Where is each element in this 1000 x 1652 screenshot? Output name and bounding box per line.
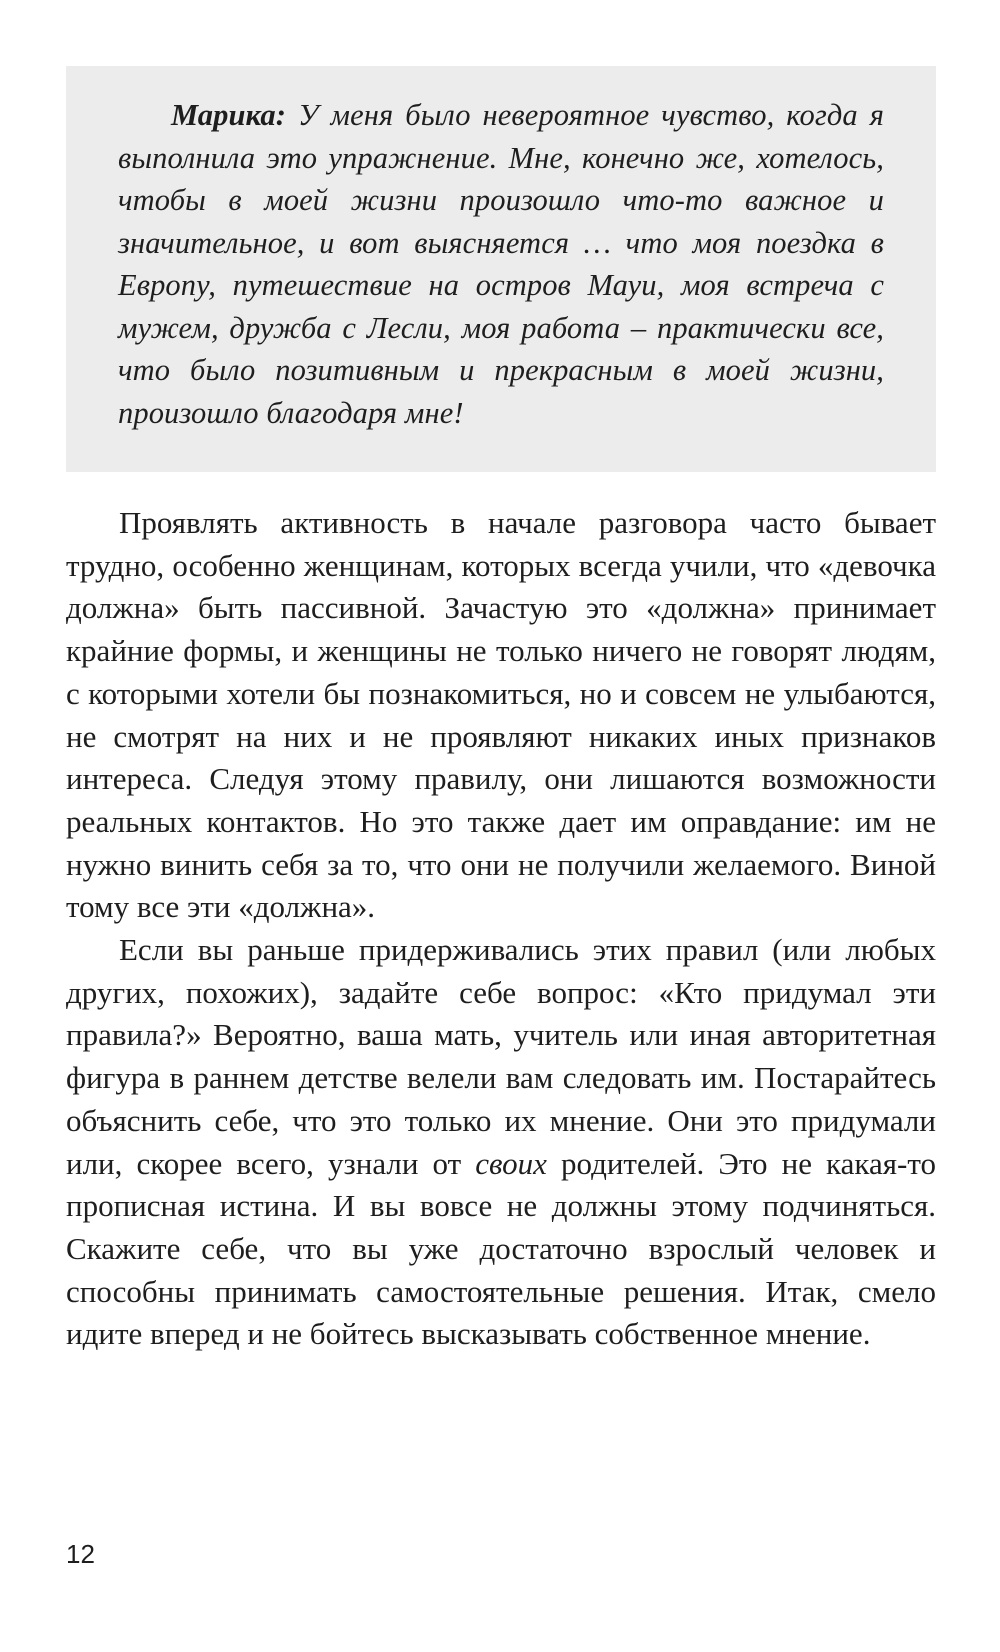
paragraph-2 xyxy=(66,929,936,1356)
quote-paragraph xyxy=(118,94,884,434)
paragraph-2-part-1: Если вы раньше придерживались этих правил (или любых других, похожих), задайте себе вопрос: «Кто придумал эти правила?» Вероятно, ваша мать, учитель или иная авторитетная фигура в раннем детстве велели вам следовать им. Постарайтесь объяснить себе, что это только их мнение. Они это придумали или, скорее всего, узнали от xyxy=(66,932,936,1181)
paragraph-2-emphasis: своих xyxy=(475,1145,547,1181)
quote-text: У меня было невероятное чувство, когда я выполнила это упражнение. Мне, конечно же, хотелось, чтобы в моей жизни произошло что-то важное и значительное, и вот выясняется … что моя поездка в Европу, путешествие на остров Мауи, моя встреча с мужем, дружба с Лесли, моя работа – практически все, что было позитивным и прекрасным в моей жизни, произошло благодаря мне! xyxy=(118,98,884,430)
page-number: 12 xyxy=(66,1539,95,1569)
quote-box xyxy=(66,66,936,472)
quote-speaker: Марика: xyxy=(171,98,286,132)
paragraph-1: Проявлять активность в начале разговора часто бывает трудно, особенно женщинам, которых всегда учили, что «девочка должна» быть пассивной. Зачастую это «должна» принимает крайние формы, и женщины не только ничего не говорят людям, с которыми хотели бы познакомиться, но и совсем не улыбаются, не смотрят на них и не проявляют никаких иных признаков интереса. Следуя этому правилу, они лишаются возможности реальных контактов. Но это также дает им оправдание: им не нужно винить себя за то, что они не получили желаемого. Виной тому все эти «должна». xyxy=(66,505,936,925)
body-text xyxy=(66,502,936,1356)
paragraph-2-part-2: родителей. Это не какая-то прописная истина. И вы вовсе не должны этому подчиняться. Скажите себе, что вы уже достаточно взрослый человек и способны принимать самостоятельные решения. Итак, смело идите вперед и не бойтесь высказывать собственное мнение. xyxy=(66,1145,936,1352)
